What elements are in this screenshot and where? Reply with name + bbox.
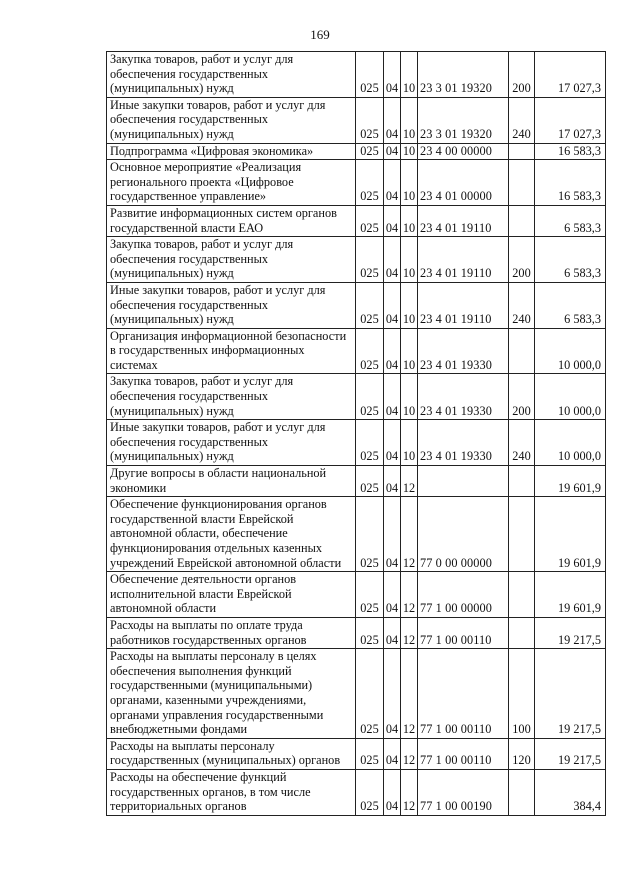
section-code-cell: 04 <box>384 420 401 466</box>
expense-type-cell: 240 <box>509 282 535 328</box>
table-row <box>107 143 606 160</box>
ministry-code-cell: 025 <box>356 160 384 206</box>
section-code-cell: 04 <box>384 374 401 420</box>
section-code-cell: 04 <box>384 738 401 769</box>
expense-type-cell <box>509 572 535 618</box>
subsection-code-cell: 10 <box>401 160 418 206</box>
target-article-cell: 77 0 00 00000 <box>418 497 509 572</box>
table-row <box>107 52 606 98</box>
page-number: 169 <box>310 27 330 42</box>
subsection-code-cell: 10 <box>401 374 418 420</box>
amount-cell: 10 000,0 <box>535 328 606 374</box>
ministry-code-cell: 025 <box>356 769 384 815</box>
subsection-code-cell: 10 <box>401 97 418 143</box>
expense-name-cell: Иные закупки товаров, работ и услуг для обеспечения государственных (муниципальных) нужд <box>107 420 356 466</box>
table-row <box>107 617 606 648</box>
expense-type-cell: 240 <box>509 420 535 466</box>
subsection-code-cell: 12 <box>401 649 418 739</box>
section-code-cell: 04 <box>384 97 401 143</box>
target-article-cell: 23 4 01 19330 <box>418 328 509 374</box>
expense-name-cell: Закупка товаров, работ и услуг для обеспечения государственных (муниципальных) нужд <box>107 237 356 283</box>
target-article-cell: 77 1 00 00110 <box>418 617 509 648</box>
section-code-cell: 04 <box>384 160 401 206</box>
subsection-code-cell: 10 <box>401 205 418 236</box>
table-row <box>107 205 606 236</box>
amount-cell: 16 583,3 <box>535 143 606 160</box>
amount-cell: 6 583,3 <box>535 205 606 236</box>
expense-name-cell: Организация информационной безопасности в государственных информационных системах <box>107 328 356 374</box>
section-code-cell: 04 <box>384 572 401 618</box>
table-row <box>107 374 606 420</box>
section-code-cell: 04 <box>384 466 401 497</box>
ministry-code-cell: 025 <box>356 143 384 160</box>
ministry-code-cell: 025 <box>356 617 384 648</box>
target-article-cell: 23 4 01 19110 <box>418 237 509 283</box>
target-article-cell: 23 3 01 19320 <box>418 52 509 98</box>
subsection-code-cell: 10 <box>401 143 418 160</box>
expense-type-cell <box>509 143 535 160</box>
expense-type-cell: 200 <box>509 52 535 98</box>
target-article-cell: 23 4 01 19330 <box>418 420 509 466</box>
ministry-code-cell: 025 <box>356 420 384 466</box>
section-code-cell: 04 <box>384 205 401 236</box>
subsection-code-cell: 10 <box>401 328 418 374</box>
table-row <box>107 420 606 466</box>
target-article-cell: 23 4 01 19330 <box>418 374 509 420</box>
expense-type-cell: 100 <box>509 649 535 739</box>
section-code-cell: 04 <box>384 769 401 815</box>
expense-type-cell: 240 <box>509 97 535 143</box>
expense-name-cell: Обеспечение функционирования органов государственной власти Еврейской автономной области, обеспечение функционирования отдельных казенных учреждений Еврейской автономной области <box>107 497 356 572</box>
amount-cell: 6 583,3 <box>535 282 606 328</box>
expense-name-cell: Другие вопросы в области национальной экономики <box>107 466 356 497</box>
section-code-cell: 04 <box>384 282 401 328</box>
ministry-code-cell: 025 <box>356 237 384 283</box>
section-code-cell: 04 <box>384 52 401 98</box>
ministry-code-cell: 025 <box>356 97 384 143</box>
amount-cell: 19 217,5 <box>535 649 606 739</box>
table-row <box>107 649 606 739</box>
expense-name-cell: Иные закупки товаров, работ и услуг для обеспечения государственных (муниципальных) нужд <box>107 97 356 143</box>
ministry-code-cell: 025 <box>356 497 384 572</box>
expense-name-cell: Расходы на выплаты персоналу в целях обеспечения выполнения функций государственными (муниципальными) органами, казенными учреждениями, органами управления государственными внебюджетными фондами <box>107 649 356 739</box>
table-row <box>107 572 606 618</box>
section-code-cell: 04 <box>384 328 401 374</box>
target-article-cell <box>418 466 509 497</box>
amount-cell: 384,4 <box>535 769 606 815</box>
amount-cell: 17 027,3 <box>535 97 606 143</box>
table-row <box>107 237 606 283</box>
table-row <box>107 328 606 374</box>
subsection-code-cell: 12 <box>401 497 418 572</box>
amount-cell: 19 217,5 <box>535 617 606 648</box>
target-article-cell: 23 3 01 19320 <box>418 97 509 143</box>
subsection-code-cell: 12 <box>401 769 418 815</box>
expense-type-cell <box>509 497 535 572</box>
target-article-cell: 77 1 00 00000 <box>418 572 509 618</box>
amount-cell: 6 583,3 <box>535 237 606 283</box>
ministry-code-cell: 025 <box>356 52 384 98</box>
subsection-code-cell: 12 <box>401 466 418 497</box>
amount-cell: 19 601,9 <box>535 572 606 618</box>
expense-type-cell: 200 <box>509 374 535 420</box>
amount-cell: 19 601,9 <box>535 497 606 572</box>
ministry-code-cell: 025 <box>356 466 384 497</box>
subsection-code-cell: 10 <box>401 237 418 283</box>
expense-name-cell: Расходы на выплаты по оплате труда работников государственных органов <box>107 617 356 648</box>
table-row <box>107 160 606 206</box>
target-article-cell: 23 4 01 19110 <box>418 205 509 236</box>
budget-table-body <box>107 52 606 816</box>
target-article-cell: 23 4 01 19110 <box>418 282 509 328</box>
ministry-code-cell: 025 <box>356 649 384 739</box>
amount-cell: 17 027,3 <box>535 52 606 98</box>
section-code-cell: 04 <box>384 617 401 648</box>
section-code-cell: 04 <box>384 497 401 572</box>
target-article-cell: 23 4 00 00000 <box>418 143 509 160</box>
ministry-code-cell: 025 <box>356 328 384 374</box>
section-code-cell: 04 <box>384 237 401 283</box>
expense-name-cell: Закупка товаров, работ и услуг для обеспечения государственных (муниципальных) нужд <box>107 52 356 98</box>
target-article-cell: 77 1 00 00190 <box>418 769 509 815</box>
section-code-cell: 04 <box>384 143 401 160</box>
table-row <box>107 466 606 497</box>
table-row <box>107 738 606 769</box>
target-article-cell: 77 1 00 00110 <box>418 738 509 769</box>
amount-cell: 10 000,0 <box>535 420 606 466</box>
ministry-code-cell: 025 <box>356 282 384 328</box>
budget-table <box>106 51 606 816</box>
expense-type-cell <box>509 617 535 648</box>
ministry-code-cell: 025 <box>356 374 384 420</box>
expense-type-cell <box>509 328 535 374</box>
table-row <box>107 97 606 143</box>
expense-type-cell <box>509 466 535 497</box>
ministry-code-cell: 025 <box>356 572 384 618</box>
amount-cell: 19 601,9 <box>535 466 606 497</box>
subsection-code-cell: 12 <box>401 738 418 769</box>
subsection-code-cell: 10 <box>401 420 418 466</box>
target-article-cell: 77 1 00 00110 <box>418 649 509 739</box>
expense-name-cell: Подпрограмма «Цифровая экономика» <box>107 143 356 160</box>
expense-name-cell: Обеспечение деятельности органов исполнительной власти Еврейской автономной области <box>107 572 356 618</box>
amount-cell: 19 217,5 <box>535 738 606 769</box>
table-row <box>107 497 606 572</box>
subsection-code-cell: 12 <box>401 572 418 618</box>
expense-type-cell <box>509 205 535 236</box>
subsection-code-cell: 10 <box>401 52 418 98</box>
expense-type-cell <box>509 160 535 206</box>
target-article-cell: 23 4 01 00000 <box>418 160 509 206</box>
expense-name-cell: Основное мероприятие «Реализация регионального проекта «Цифровое государственное управление» <box>107 160 356 206</box>
expense-type-cell: 200 <box>509 237 535 283</box>
expense-name-cell: Закупка товаров, работ и услуг для обеспечения государственных (муниципальных) нужд <box>107 374 356 420</box>
expense-type-cell <box>509 769 535 815</box>
table-row <box>107 282 606 328</box>
amount-cell: 10 000,0 <box>535 374 606 420</box>
ministry-code-cell: 025 <box>356 738 384 769</box>
expense-name-cell: Расходы на обеспечение функций государственных органов, в том числе территориальных органов <box>107 769 356 815</box>
ministry-code-cell: 025 <box>356 205 384 236</box>
expense-type-cell: 120 <box>509 738 535 769</box>
expense-name-cell: Иные закупки товаров, работ и услуг для обеспечения государственных (муниципальных) нужд <box>107 282 356 328</box>
subsection-code-cell: 12 <box>401 617 418 648</box>
expense-name-cell: Расходы на выплаты персоналу государственных (муниципальных) органов <box>107 738 356 769</box>
section-code-cell: 04 <box>384 649 401 739</box>
subsection-code-cell: 10 <box>401 282 418 328</box>
amount-cell: 16 583,3 <box>535 160 606 206</box>
table-row <box>107 769 606 815</box>
expense-name-cell: Развитие информационных систем органов государственной власти ЕАО <box>107 205 356 236</box>
